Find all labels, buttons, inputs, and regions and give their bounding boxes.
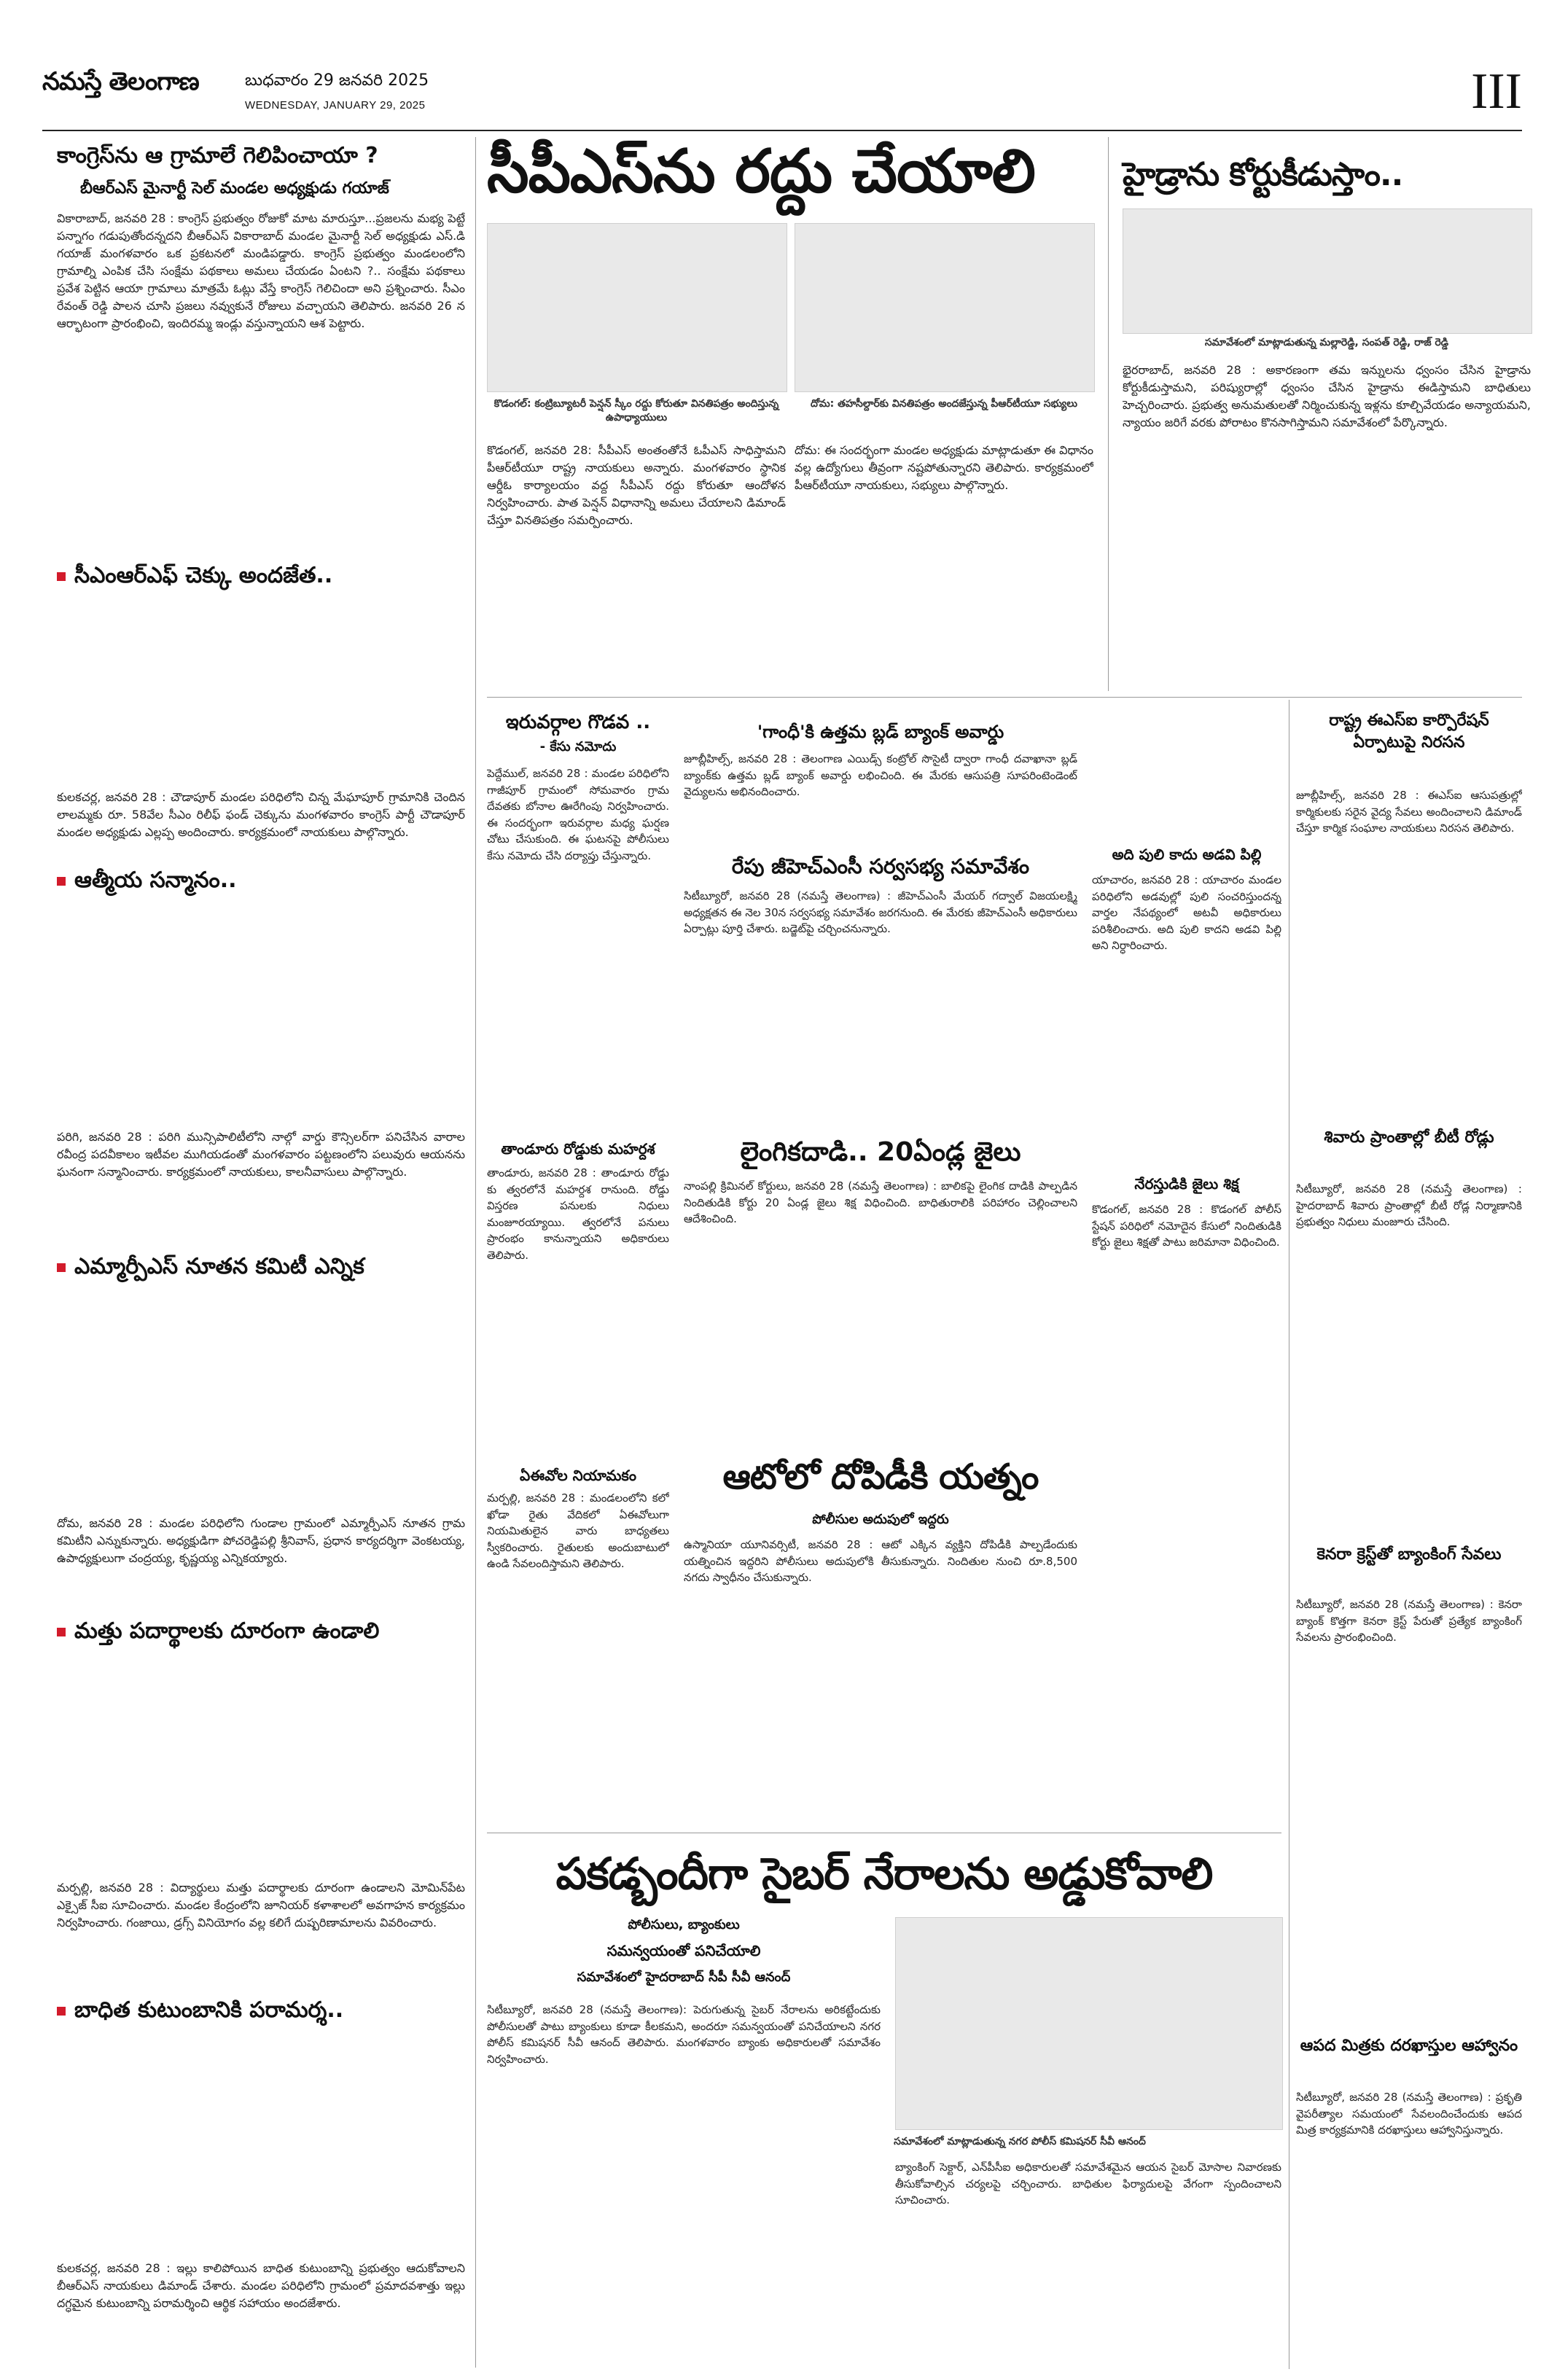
hydra-headline: హైడ్రాను కోర్టుకీడుస్తాం.. <box>1123 156 1403 193</box>
bullet-marker-icon <box>57 1628 66 1636</box>
left-bullet-mrps <box>57 1254 364 1284</box>
adavi-body: యాచారం, జనవరి 28 : యాచారం మండల పరిధిలోని అడవుల్లో పులి సంచరిస్తుందన్న వార్తల నేపథ్యంలో అటవీ అధికారులు పరిశీలించారు. అది పులి కాదని అడవి పిల్లి అని నిర్ధారించారు. <box>1092 873 1281 952</box>
cyber-subhead-3: సమావేశంలో హైదరాబాద్ సీపీ సీవీ ఆనంద్ <box>577 1970 791 1985</box>
main-body-2: దోమ: ఈ సందర్భంగా మండల అధ్యక్షుడు మాట్లాడుతూ ఈ విధానం వల్ల ఉద్యోగులు తీవ్రంగా నష్టపోతున్నారని తెలిపారు. కార్యక్రమంలో పీఆర్‌టీయూ నాయకులు, సభ్యులు పాల్గొన్నారు. <box>795 443 1093 492</box>
cyber-photo <box>895 1917 1283 2130</box>
left-story6-body: కులకచర్ల, జనవరి 28 : ఇల్లు కాలిపోయిన బాధిత కుటుంబాన్ని ప్రభుత్వం ఆదుకోవాలని బీఆర్ఎస్ నాయకులు డిమాండ్ చేశారు. మండల పరిధిలోని గ్రామంలో ప్రమాదవశాత్తు ఇల్లు దగ్ధమైన కుటుంబాన్ని పరామర్శించి ఆర్థిక సహాయం అందజేశారు. <box>57 2261 465 2310</box>
date-telugu: బుధవారం 29 జనవరి 2025 <box>245 71 429 90</box>
gadava-body: పెద్దేముల్, జనవరి 28 : మండల పరిధిలోని గాజీపూర్ గ్రామంలో సోమవారం గ్రామ దేవతకు బోనాల ఊరేగింపు నిర్వహించారు. ఈ సందర్భంగా ఇరువర్గాల మధ్య ఘర్షణ చోటు చేసుకుంది. ఈ ఘటనపై పోలీసులు కేసు నమోదు చేసి దర్యాప్తు చేస్తున్నారు. <box>487 767 669 862</box>
gandhi-headline: 'గాంధీ'కి ఉత్తమ బ్లడ్ బ్యాంక్ అవార్డు <box>757 722 1004 742</box>
cyber-body-2: బ్యాంకింగ్ సెక్టార్, ఎన్‌పీసీఐ అధికారులతో సమావేశమైన ఆయన సైబర్ మోసాల నివారణకు తీసుకోవాల్సిన చర్యలపై చర్చించారు. బాధితుల ఫిర్యాదులపై వేగంగా స్పందించాలని సూచించారు. <box>895 2161 1281 2207</box>
esi-headline: రాష్ట్ర ఈఎస్‌ఐ కార్పొరేషన్ ఏర్పాటుపై నిరసన <box>1329 711 1489 752</box>
left-bullet-sanmanam <box>57 867 237 898</box>
bullet-label: సీఎంఆర్ఎఫ్ చెక్కు అందజేత.. <box>74 563 333 588</box>
ghmc-headline: రేపు జీహెచ్ఎంసీ సర్వసభ్య సమావేశం <box>731 854 1030 878</box>
auto-headline: ఆటోలో దోపిడీకి యత్నం <box>722 1456 1039 1497</box>
left-story4-body: దోమ, జనవరి 28 : మండల పరిధిలోని గుండాల గ్రామంలో ఎమ్మార్పీఎస్ నూతన గ్రామ కమిటీని ఎన్నుకున్నారు. అధ్యక్షుడిగా పోచరెడ్డిపల్లి శ్రీనివాస్, ప్రధాన కార్యదర్శిగా వెంకటయ్య, ఉపాధ్యక్షులుగా చంద్రయ్య, కృష్ణయ్య ఎన్నికయ్యారు. <box>57 1516 465 1565</box>
auto-subhead: పోలీసుల అదుపులో ఇద్దరు <box>812 1512 949 1527</box>
laingika-headline: లైంగికదాడి.. 20ఏండ్ల జైలు <box>740 1137 1021 1167</box>
masthead-rule <box>42 130 1522 131</box>
masthead <box>42 63 1522 125</box>
main-headline: సీపీఎస్‌ను రద్దు చేయాలి <box>487 137 1035 206</box>
tandur-headline: తాండూరు రోడ్డుకు మహర్దశ <box>501 1140 655 1158</box>
canara-headline: కెనరా క్రెస్ట్‌తో బ్యాంకింగ్ సేవలు <box>1316 1545 1502 1564</box>
cyber-headline: పకడ్బందీగా సైబర్ నేరాలను అడ్డుకోవాలి <box>555 1849 1213 1900</box>
auto-body: ఉస్మానియా యూనివర్సిటీ, జనవరి 28 : ఆటో ఎక్కిన వ్యక్తిని దోపిడీకి పాల్పడేందుకు యత్నించిన ఇద్దరిని పోలీసులు అదుపులోకి తీసుకున్నారు. నిందితుల నుంచి రూ.8,500 నగదు స్వాధీనం చేసుకున్నారు. <box>684 1538 1077 1584</box>
bullet-marker-icon <box>57 572 66 581</box>
laingika-body: నాంపల్లి క్రిమినల్ కోర్టులు, జనవరి 28 (నమస్తే తెలంగాణ) : బాలికపై లైంగిక దాడికి పాల్పడిన నిందితుడికి కోర్టు 20 ఏండ్ల జైలు శిక్ష విధించింది. బాధితురాలికి పరిహారం చెల్లించాలని ఆదేశించింది. <box>684 1179 1077 1225</box>
bullet-marker-icon <box>57 877 66 886</box>
niyamakam-headline: ఏఈవోల నియామకం <box>520 1467 636 1484</box>
main-photo-1 <box>487 223 787 392</box>
bullet-marker-icon <box>57 2007 66 2016</box>
shivaru-headline: శివారు ప్రాంతాల్లో బీటీ రోడ్లు <box>1324 1128 1494 1147</box>
left-bullet-paramarsha <box>57 1997 343 2028</box>
esi-body: జూబ్లీహిల్స్, జనవరి 28 : ఈఎస్ఐ ఆసుపత్రుల్లో కార్మికులకు సరైన వైద్య సేవలు అందించాలని డిమాండ్ చేస్తూ కార్మిక సంఘాల నాయకులు నిరసన తెలిపారు. <box>1296 789 1522 835</box>
cyber-caption: సమావేశంలో మాట్లాడుతున్న నగర పోలీస్ కమిషనర్ సీవీ ఆనంద్ <box>894 2136 1146 2147</box>
left-story5-body: మర్పల్లి, జనవరి 28 : విద్యార్థులు మత్తు పదార్థాలకు దూరంగా ఉండాలని మోమిన్‌పేట ఎక్సైజ్ సీఐ సూచించారు. మండల కేంద్రంలోని జూనియర్ కళాశాలలో అవగాహన కార్యక్రమం నిర్వహించారు. గంజాయి, డ్రగ్స్ వినియోగం వల్ల కలిగే దుష్పరిణామాలను వివరించారు. <box>57 1881 465 1930</box>
gandhi-body: జూబ్లీహిల్స్, జనవరి 28 : తెలంగాణ ఎయిడ్స్ కంట్రోల్ సొసైటీ ద్వారా గాంధీ దవాఖానా బ్లడ్ బ్యాంక్‌కు ఉత్తమ బ్లడ్ బ్యాంక్ అవార్డు లభించింది. ఈ మేరకు ఆసుపత్రి సూపరింటెండెంట్ వైద్యులను అభినందించారు. <box>684 752 1077 798</box>
main-photo2-caption: దోమ: తహసీల్దార్‌కు వినతిపత్రం అందజేస్తున్న పీఆర్‌టీయూ సభ్యులు <box>810 398 1077 410</box>
hydra-caption: సమావేశంలో మాట్లాడుతున్న మల్లారెడ్డి, సంపత్ రెడ్డి, రాజ్ రెడ్డి <box>1204 337 1449 348</box>
bullet-marker-icon <box>57 1263 66 1272</box>
section-divider <box>487 697 1522 698</box>
bullet-label: ఎమ్మార్పీఎస్ నూతన కమిటీ ఎన్నిక <box>74 1254 364 1279</box>
left-story1-subhead: బీఆర్ఎస్ మైనార్టీ సెల్ మండల అధ్యక్షుడు గయాజ్ <box>80 179 389 198</box>
left-story1-body: వికారాబాద్, జనవరి 28 : కాంగ్రెస్ ప్రభుత్వం రోజుకో మాట మారుస్తూ...ప్రజలను మభ్య పెట్టే పన్నాగం గడుపుతోందన్నదని బీఆర్ఎస్ వికారాబాద్ మండల మైనార్టీ సెల్ అధ్యక్షుడు ఎస్.డి గయాజ్ మంగళవారం ఒక ప్రకటనలో మండిపడ్డారు. కాంగ్రెస్ ప్రభుత్వం మండలంలోని గ్రామాల్ని ఎంపిక చేసి సంక్షేమ పథకాలు అమలు చేయడం ఏంటని ?.. సంక్షేమ పథకాలు ప్రవేశ పెట్టిన ఆయా గ్రామాలు మాత్రమే ఓట్లు వేస్తే కాంగ్రెస్ గెలిచిందా అని ప్రశ్నించారు. సీఎం రేవంత్ రెడ్డి పాలన చూసి ప్రజలు నవ్వుకునే రోజులు వచ్చాయని తెలిపారు. జనవరి 26 న ఆర్భాటంగా ప్రారంభించి, ఇందిరమ్మ ఇండ్లు వస్తున్నాయని ఆశ పెట్టారు. <box>57 211 465 330</box>
ghmc-body: సిటీబ్యూరో, జనవరి 28 (నమస్తే తెలంగాణ) : జీహెచ్ఎంసీ మేయర్ గద్వాల్ విజయలక్ష్మి అధ్యక్షతన ఈ నెల 30న సర్వసభ్య సమావేశం జరగనుంది. ఈ మేరకు జీహెచ్ఎంసీ అధికారులు ఏర్పాట్లు పూర్తి చేశారు. బడ్జెట్‌పై చర్చించనున్నారు. <box>684 889 1077 935</box>
bullet-label: మత్తు పదార్థాలకు దూరంగా ఉండాలి <box>74 1618 380 1644</box>
newspaper-logo: నమస్తే తెలంగాణ <box>42 67 199 96</box>
canara-body: సిటీబ్యూరో, జనవరి 28 (నమస్తే తెలంగాణ) : కెనరా బ్యాంక్ కొత్తగా కెనరా క్రెస్ట్ పేరుతో ప్రత్యేక బ్యాంకింగ్ సేవలను ప్రారంభించింది. <box>1296 1598 1522 1644</box>
hydra-photo <box>1123 208 1532 334</box>
date-english: WEDNESDAY, JANUARY 29, 2025 <box>245 99 426 112</box>
bullet-label: ఆత్మీయ సన్మానం.. <box>74 867 237 893</box>
shivaru-body: సిటీబ్యూరో, జనవరి 28 (నమస్తే తెలంగాణ) : హైదరాబాద్ శివారు ప్రాంతాల్లో బీటీ రోడ్ల నిర్మాణానికి ప్రభుత్వం నిధులు మంజూరు చేసింది. <box>1296 1182 1522 1228</box>
left-bullet-mattu <box>57 1618 379 1649</box>
bullet-label: బాధిత కుటుంబానికి పరామర్శ.. <box>74 1997 344 2023</box>
adavi-headline: అది పులి కాదు అడవి పిల్లి <box>1112 846 1262 863</box>
cyber-body-1: సిటీబ్యూరో, జనవరి 28 (నమస్తే తెలంగాణ): పెరుగుతున్న సైబర్ నేరాలను అరికట్టేందుకు పోలీసులతో పాటు బ్యాంకులు కూడా కీలకమని, అందరూ సమన్వయంతో పనిచేయాలని నగర పోలీస్ కమిషనర్ సీవీ ఆనంద్ తెలిపారు. మంగళవారం బ్యాంకు అధికారులతో సమావేశం నిర్వహించారు. <box>487 2003 881 2066</box>
tandur-body: తాండూరు, జనవరి 28 : తాండూరు రోడ్డు కు త్వరలోనే మహర్దశ రానుంది. రోడ్డు విస్తరణ పనులకు నిధులు మంజూరయ్యాయి. త్వరలోనే పనులు ప్రారంభం కానున్నాయని అధికారులు తెలిపారు. <box>487 1166 669 1262</box>
left-story2-body: కులకచర్ల, జనవరి 28 : చౌడాపూర్ మండల పరిధిలోని చిన్న మేఘాపూర్ గ్రామానికి చెందిన లాలమ్మకు రూ. 58వేల సీఎం రిలీఫ్ ఫండ్ చెక్కును మంగళవారం కాంగ్రెస్ పార్టీ చౌడాపూర్ మండల అధ్యక్షుడు ఎల్లప్ప అందించారు. కార్యక్రమంలో నాయకులు పాల్గొన్నారు. <box>57 790 465 839</box>
cyber-subhead-1: పోలీసులు, బ్యాంకులు <box>628 1917 740 1932</box>
cyber-subhead-2: సమన్వయంతో పనిచేయాలి <box>606 1942 761 1959</box>
column-divider <box>1108 137 1109 691</box>
left-story3-body: పరిగి, జనవరి 28 : పరిగి మున్సిపాలిటీలోని నాల్గో వార్డు కౌన్సిలర్‌గా పనిచేసిన వారాల రవీంద్ర పదవీకాలం ఇటీవల ముగియడంతో మంగళవారం పట్టణంలోని పలువురు ఆయనను ఘనంగా సన్మానించారు. కార్యక్రమంలో నాయకులు, కాలనీవాసులు పాల్గొన్నారు. <box>57 1130 465 1179</box>
hydra-body: భైరరాబాద్, జనవరి 28 : అకారణంగా తమ ఇన్నులను ధ్వంసం చేసిన హైడ్రాను కోర్టుకీడుస్తామని, పరిష్యురాల్లో ధ్వంసం చేసిన హైడ్రాను ఈడిస్తామని బాధితులు హెచ్చరించారు. ప్రభుత్వ అనుమతులతో నిర్మించుకున్న ఇళ్లను కూల్చివేయడం అన్యాయమని, న్యాయం జరిగే వరకు పోరాటం కొనసాగిస్తామని సమావేశంలో పేర్కొన్నారు. <box>1123 363 1531 429</box>
column-divider <box>475 137 476 2368</box>
apada-body: సిటీబ్యూరో, జనవరి 28 (నమస్తే తెలంగాణ) : ప్రకృతి వైపరీత్యాల సమయంలో సేవలందించేందుకు ఆపద మిత్ర కార్యక్రమానికి దరఖాస్తులు ఆహ్వానిస్తున్నారు. <box>1296 2091 1522 2137</box>
jail-headline: నేరస్తుడికి జైలు శిక్ష <box>1134 1175 1239 1193</box>
left-bullet-cmrf <box>57 563 332 593</box>
jail-body: కొడంగల్, జనవరి 28 : కొడంగల్ పోలీస్ స్టేషన్ పరిధిలో నమోదైన కేసులో నిందితుడికి కోర్టు జైలు శిక్షతో పాటు జరిమానా విధించింది. <box>1092 1203 1281 1249</box>
gadava-subhead: - కేసు నమోదు <box>539 739 617 754</box>
left-story1-headline: కాంగ్రెస్‌ను ఆ గ్రామాలే గెలిపించాయా ? <box>57 143 378 168</box>
page-number: III <box>1471 63 1522 120</box>
main-photo-2 <box>795 223 1095 392</box>
apada-headline: ఆపద మిత్రకు దరఖాస్తుల ఆహ్వానం <box>1300 2037 1518 2055</box>
main-body-1: కొడంగల్, జనవరి 28: సీపీఎస్ అంతంతోనే ఓపీఎస్ సాధిస్తామని పీఆర్‌టీయూ రాష్ట్ర నాయకులు అన్నారు. మంగళవారం స్థానిక ఆర్డీఓ కార్యాలయం వద్ద సీపీఎస్ రద్దు కోరుతూ ఆందోళన నిర్వహించారు. పాత పెన్షన్ విధానాన్ని అమలు చేయాలని డిమాండ్ చేస్తూ వినతిపత్రం సమర్పించారు. <box>487 443 786 527</box>
main-photo1-caption: కొడంగల్: కంట్రిబ్యూటరీ పెన్షన్ స్కీం రద్దు కోరుతూ వినతిపత్రం అందిస్తున్న ఉపాధ్యాయులు <box>493 398 779 424</box>
niyamakam-body: మర్పల్లి, జనవరి 28 : మండలంలోని కలో ఖోడా రైతు వేదికలో ఏఈవోలుగా నియమితులైన వారు బాధ్యతలు స్వీకరించారు. రైతులకు అందుబాటులో ఉండి సేవలందిస్తామని తెలిపారు. <box>487 1491 669 1570</box>
gadava-headline: ఇరువర్గాల గొడవ .. <box>505 711 651 733</box>
